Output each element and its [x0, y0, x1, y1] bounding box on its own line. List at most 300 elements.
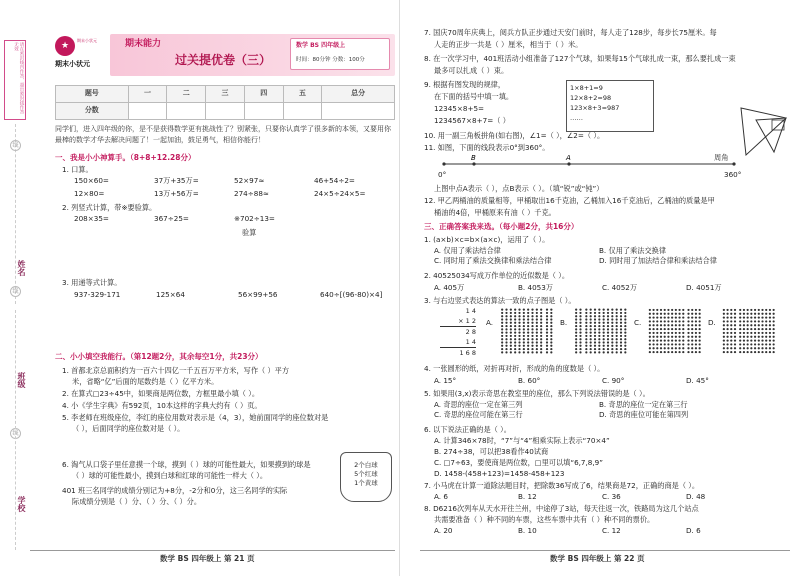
dot — [540, 332, 542, 334]
question: 米，省略“亿”后面的尾数约是（ ）亿平方米。 — [72, 377, 219, 386]
exam-title: 过关提优卷（三） — [175, 53, 272, 67]
dot — [695, 309, 697, 311]
dot — [678, 324, 680, 326]
dot — [730, 339, 732, 341]
dot — [598, 322, 600, 324]
dot — [594, 312, 596, 314]
dot — [750, 316, 752, 318]
pattern-line: 123×8+3=987 — [570, 104, 620, 112]
dot — [607, 338, 609, 340]
dot — [603, 309, 605, 311]
dot — [699, 320, 701, 322]
dot — [607, 312, 609, 314]
class-label: 班级 — [17, 372, 26, 388]
dot — [667, 347, 669, 349]
question: 8. D6216次列车从天水开往兰州，中途停了3站，每天往返一次，铁路局为这几个站点 — [424, 504, 699, 513]
dot — [531, 332, 533, 334]
dot — [671, 351, 673, 353]
dot — [682, 343, 684, 345]
dot — [518, 318, 520, 320]
dot — [505, 345, 507, 347]
dot — [624, 341, 626, 343]
dot — [649, 328, 651, 330]
dot — [723, 324, 725, 326]
option[interactable]: C. □7÷63，要使商是两位数，□里可以填“6,7,8,9” — [434, 458, 603, 467]
dot — [603, 318, 605, 320]
pattern-line: …… — [570, 114, 583, 122]
dot — [730, 309, 732, 311]
score-input[interactable] — [167, 103, 206, 120]
dot — [523, 341, 525, 343]
dot — [518, 345, 520, 347]
dot — [575, 309, 577, 311]
dot — [660, 309, 662, 311]
dot — [671, 320, 673, 322]
dot — [758, 343, 760, 345]
dot — [575, 325, 577, 327]
score-header-row — [56, 86, 395, 103]
vertical-calc-grid — [74, 214, 314, 224]
dot — [540, 328, 542, 330]
option[interactable]: B. 4053万 — [518, 283, 553, 292]
option[interactable]: A. 15° — [434, 376, 457, 385]
option[interactable]: A. 奇思的座位一定在第三列 — [434, 400, 523, 409]
dot — [758, 336, 760, 338]
dot — [691, 320, 693, 322]
dot — [598, 351, 600, 353]
dot — [730, 347, 732, 349]
dot — [616, 328, 618, 330]
dot — [743, 347, 745, 349]
dot — [687, 316, 689, 318]
option[interactable]: A. 仅用了乘法结合律 — [434, 246, 501, 255]
options-row — [434, 400, 764, 419]
option-label[interactable]: D. — [708, 318, 716, 327]
dot — [546, 318, 548, 320]
dot — [747, 343, 749, 345]
dot — [510, 309, 512, 311]
dot — [649, 309, 651, 311]
oral-item: 12×80= — [74, 188, 105, 198]
dot — [616, 332, 618, 334]
dot — [616, 312, 618, 314]
dot — [649, 316, 651, 318]
dot — [501, 312, 503, 314]
dot — [590, 335, 592, 337]
options-row — [434, 526, 770, 536]
dot — [598, 345, 600, 347]
dot — [598, 348, 600, 350]
dot — [616, 345, 618, 347]
dot — [747, 332, 749, 334]
dot — [671, 336, 673, 338]
dot — [769, 336, 771, 338]
triangle-set-figure — [736, 100, 791, 160]
option[interactable]: B. 274÷38，可以把38看作40试商 — [434, 447, 549, 456]
dot — [739, 324, 741, 326]
dot — [656, 309, 658, 311]
dot — [734, 347, 736, 349]
dot — [603, 322, 605, 324]
score-input[interactable] — [322, 103, 395, 120]
oral-item: 24×5÷24×5= — [314, 188, 366, 198]
dot — [747, 328, 749, 330]
dot — [739, 339, 741, 341]
option[interactable]: A. 6 — [434, 492, 448, 501]
dot — [695, 347, 697, 349]
dot — [501, 315, 503, 317]
dot — [616, 322, 618, 324]
dot — [505, 322, 507, 324]
question: （ ）球的可能性最小，摸到白球和红球的可能性一样大（ ）。 — [72, 471, 268, 480]
question: 9. 根据有图发现的规律， — [424, 80, 506, 89]
dot — [682, 336, 684, 338]
option[interactable]: B. 12 — [518, 492, 537, 501]
dot — [598, 312, 600, 314]
option[interactable]: D. 1458-(458+123)=1458-458+123 — [434, 469, 565, 478]
dot — [691, 336, 693, 338]
dot — [546, 351, 548, 353]
dot — [747, 351, 749, 353]
score-input[interactable] — [206, 103, 245, 120]
option[interactable]: D. 奇思的座位可能在第四列 — [599, 409, 689, 419]
dot — [667, 339, 669, 341]
dot — [540, 351, 542, 353]
dot — [518, 325, 520, 327]
dot — [585, 315, 587, 317]
dot — [523, 345, 525, 347]
option[interactable]: D. 6 — [686, 526, 701, 535]
dot — [723, 313, 725, 315]
dot — [675, 347, 677, 349]
dot — [769, 328, 771, 330]
question: 1234567×8+7=（ ） — [434, 116, 510, 125]
dot — [585, 322, 587, 324]
dot — [585, 338, 587, 340]
dot — [620, 341, 622, 343]
dot — [691, 309, 693, 311]
dot — [518, 332, 520, 334]
dot — [667, 316, 669, 318]
dot — [664, 343, 666, 345]
dot — [579, 338, 581, 340]
dot — [649, 320, 651, 322]
dot — [754, 313, 756, 315]
dot — [598, 315, 600, 317]
dot — [660, 351, 662, 353]
dot — [590, 318, 592, 320]
dot — [540, 335, 542, 337]
dot — [590, 309, 592, 311]
dot — [687, 339, 689, 341]
option[interactable]: B. 60° — [518, 376, 541, 385]
dot — [594, 345, 596, 347]
dot — [585, 345, 587, 347]
option[interactable]: C. 奇思的座位可能在第三行 — [434, 409, 523, 419]
dot — [758, 309, 760, 311]
dot — [510, 348, 512, 350]
option[interactable]: C. 同时用了乘法交换律和乘法结合律 — [434, 255, 552, 265]
dot — [510, 325, 512, 327]
dot — [523, 322, 525, 324]
dot — [514, 322, 516, 324]
dot — [660, 324, 662, 326]
question: 6. 以下说法正确的是（ ）。 — [424, 425, 511, 434]
score-input[interactable] — [244, 103, 283, 120]
dot — [501, 325, 503, 327]
dot — [773, 343, 775, 345]
dot — [656, 320, 658, 322]
option-label[interactable]: B. — [560, 318, 568, 327]
dot — [734, 309, 736, 311]
dot — [675, 343, 677, 345]
dot — [660, 347, 662, 349]
option[interactable]: D. 48 — [686, 492, 706, 501]
dot — [769, 332, 771, 334]
vertical-line: × 1 2 — [440, 316, 476, 327]
dot — [598, 328, 600, 330]
dot — [660, 313, 662, 315]
options-row — [434, 246, 764, 265]
svg-text:B: B — [471, 154, 476, 162]
dot — [758, 339, 760, 341]
dot — [611, 348, 613, 350]
dot — [750, 332, 752, 334]
dot — [603, 345, 605, 347]
dot — [754, 336, 756, 338]
question: 2. 列竖式计算，带※要验算。 — [62, 203, 157, 212]
check-label: 验算 — [242, 228, 257, 237]
dot — [667, 309, 669, 311]
dot — [518, 341, 520, 343]
dot — [695, 351, 697, 353]
dot — [769, 316, 771, 318]
dot — [616, 338, 618, 340]
dot — [546, 328, 548, 330]
footer-rule — [420, 550, 790, 551]
dot — [585, 348, 587, 350]
option[interactable]: A. 20 — [434, 526, 453, 535]
dot — [695, 320, 697, 322]
stepwise-item: 640÷[(96-80)×4] — [320, 290, 383, 299]
dot — [594, 325, 596, 327]
dot — [664, 324, 666, 326]
dot — [773, 332, 775, 334]
dot — [550, 312, 552, 314]
dot — [527, 332, 529, 334]
dot — [594, 351, 596, 353]
vertical-item: 367÷25= — [154, 214, 189, 223]
dot — [594, 315, 596, 317]
dot — [678, 332, 680, 334]
question: 7. 小马虎在计算一道除法题目时，把除数36写成了6，结果商是72，正确的商是（ ）。 — [424, 481, 700, 490]
dot — [550, 335, 552, 337]
dot — [652, 351, 654, 353]
dot — [734, 339, 736, 341]
dot — [594, 322, 596, 324]
dot — [726, 336, 728, 338]
option[interactable]: D. 45° — [686, 376, 709, 385]
dot — [734, 324, 736, 326]
dot — [750, 328, 752, 330]
dot — [750, 324, 752, 326]
dot — [523, 309, 525, 311]
dot — [660, 343, 662, 345]
dot — [540, 338, 542, 340]
dot — [747, 347, 749, 349]
binding-note: 请在密封线内作答，超出密封线作答无效 — [4, 40, 26, 120]
dot — [550, 318, 552, 320]
dot — [723, 328, 725, 330]
dot — [765, 316, 767, 318]
score-cell: 分数 — [56, 103, 129, 120]
score-cell: 三 — [206, 86, 245, 103]
dot — [750, 339, 752, 341]
dot — [611, 325, 613, 327]
dot — [536, 332, 538, 334]
dot — [754, 316, 756, 318]
dot — [773, 336, 775, 338]
dot — [691, 351, 693, 353]
dot — [579, 328, 581, 330]
dot — [505, 341, 507, 343]
option[interactable]: B. 奇思的座位一定在第三行 — [599, 400, 688, 409]
dot — [590, 315, 592, 317]
dot — [652, 347, 654, 349]
dot — [675, 336, 677, 338]
dot — [734, 316, 736, 318]
option-label[interactable]: A. — [486, 318, 494, 327]
dot — [620, 351, 622, 353]
dot — [675, 339, 677, 341]
dot — [518, 351, 520, 353]
question: 3. 与右边竖式表达的算法一致的点子图是（ ）。 — [424, 296, 576, 305]
dot — [734, 328, 736, 330]
dot — [739, 313, 741, 315]
dot — [664, 336, 666, 338]
dot — [664, 351, 666, 353]
dot — [656, 316, 658, 318]
dot — [594, 332, 596, 334]
dot — [616, 315, 618, 317]
dot — [682, 347, 684, 349]
dot — [730, 343, 732, 345]
dot — [687, 336, 689, 338]
dot — [579, 351, 581, 353]
dot — [723, 320, 725, 322]
dot — [536, 325, 538, 327]
dot — [620, 345, 622, 347]
dot — [656, 328, 658, 330]
dot — [730, 351, 732, 353]
dot — [765, 347, 767, 349]
dot — [607, 318, 609, 320]
dot — [510, 315, 512, 317]
dot — [773, 351, 775, 353]
pattern-line: 1×8+1=9 — [570, 84, 603, 92]
dot — [579, 335, 581, 337]
dot — [699, 347, 701, 349]
dot — [660, 339, 662, 341]
dot — [649, 339, 651, 341]
dot — [590, 348, 592, 350]
score-input[interactable] — [128, 103, 167, 120]
dot — [660, 332, 662, 334]
dot — [723, 343, 725, 345]
dot — [773, 339, 775, 341]
dot — [501, 335, 503, 337]
question: 2. 40525034写成万作单位的近似数是（ ）。 — [424, 271, 570, 280]
oral-item: 274÷88≈ — [234, 188, 269, 198]
dot — [739, 332, 741, 334]
dot — [607, 341, 609, 343]
option[interactable]: C. 4052万 — [602, 283, 638, 292]
options-row — [434, 376, 770, 386]
dot — [505, 325, 507, 327]
dot — [594, 341, 596, 343]
dot — [540, 318, 542, 320]
dot — [585, 309, 587, 311]
dot-diagram-c — [646, 306, 702, 356]
dot — [510, 341, 512, 343]
option[interactable]: D. 4051万 — [686, 283, 722, 292]
section-heading: 一、我是小小神算手。（8+8+12.28分） — [55, 153, 196, 162]
dot — [624, 351, 626, 353]
dot — [550, 341, 552, 343]
dot — [743, 336, 745, 338]
logo-icon: ★ — [55, 36, 75, 56]
dot — [682, 328, 684, 330]
dot — [540, 309, 542, 311]
dot — [667, 332, 669, 334]
dot — [754, 324, 756, 326]
dot — [761, 324, 763, 326]
dot — [660, 320, 662, 322]
dot — [664, 339, 666, 341]
dot — [758, 347, 760, 349]
option[interactable]: A. 计算346×78时，“7”与“4”相乘实际上表示“70×4” — [434, 436, 610, 445]
dot — [671, 309, 673, 311]
dot — [675, 316, 677, 318]
option-label[interactable]: C. — [634, 318, 642, 327]
dot — [590, 322, 592, 324]
seal-line — [15, 310, 16, 550]
dot — [743, 332, 745, 334]
stepwise-item: 125×64 — [156, 290, 185, 299]
dot — [598, 318, 600, 320]
dot — [624, 325, 626, 327]
dot — [514, 309, 516, 311]
dot — [750, 351, 752, 353]
dot — [550, 348, 552, 350]
option[interactable]: B. 10 — [518, 526, 537, 535]
dot — [671, 316, 673, 318]
dot — [773, 324, 775, 326]
option[interactable]: A. 405万 — [434, 283, 465, 292]
option[interactable]: C. 12 — [602, 526, 621, 535]
dot — [518, 322, 520, 324]
dot — [531, 325, 533, 327]
dot — [620, 332, 622, 334]
exam-subject: 数学 BS 四年级上 — [296, 42, 346, 49]
dot — [536, 312, 538, 314]
option[interactable]: C. 90° — [602, 376, 625, 385]
score-input[interactable] — [283, 103, 322, 120]
option[interactable]: B. 仅用了乘法交换律 — [599, 246, 667, 255]
option[interactable]: D. 同时用了加法结合律和乘法结合律 — [599, 255, 717, 265]
option[interactable]: C. 36 — [602, 492, 621, 501]
dot — [590, 332, 592, 334]
